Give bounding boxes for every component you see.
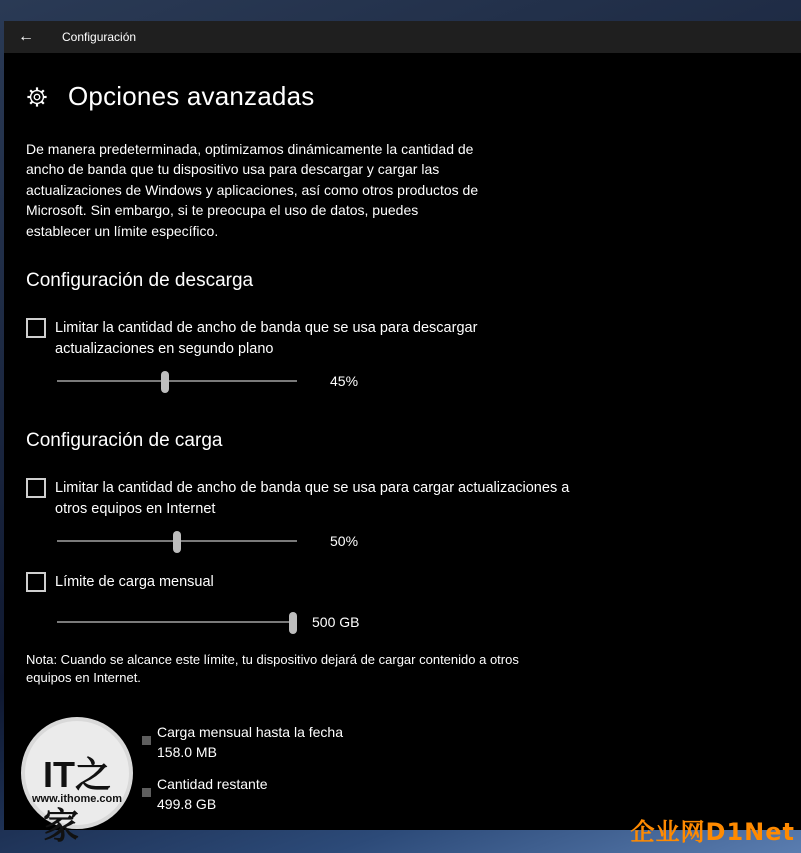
page-header (26, 81, 314, 112)
back-arrow-icon: ← (18, 28, 34, 45)
upload-limit-label[interactable]: Limitar la cantidad de ancho de banda que se usa para cargar actualizaciones a otros equipos en Internet (55, 480, 570, 517)
upload-section-title: Configuración de carga (26, 430, 223, 451)
uploaded-legend (142, 722, 343, 762)
upload-slider-value: 50% (330, 533, 359, 549)
uploaded-value: 158.0 MB (157, 744, 217, 760)
title-bar (4, 21, 801, 53)
page-title: Opciones avanzadas (68, 81, 315, 111)
settings-window (4, 21, 801, 830)
monthly-limit-value: 500 GB (312, 614, 360, 630)
upload-limit-checkbox[interactable] (26, 478, 46, 498)
ithome-watermark-logo: IT之家 www.ithome.com (21, 717, 133, 829)
intro-text: De manera predeterminada, optimizamos dinámicamente la cantidad de ancho de banda que tu dispositivo usa para descargar y cargar las actualizaciones de Windows y aplicaciones, así como otros productos de Microsoft. Sin embargo, si te preocupa el uso de datos, puedes establecer un límite específico. (26, 141, 479, 239)
window-title: Configuración (62, 30, 137, 44)
slider-track (57, 621, 293, 623)
d1net-watermark: 企业网D1Net (630, 818, 795, 846)
remaining-value: 499.8 GB (157, 796, 217, 812)
monthly-limit-checkbox[interactable] (26, 572, 46, 592)
remaining-swatch (142, 788, 151, 797)
upload-bandwidth-slider[interactable] (57, 531, 297, 551)
uploaded-label: Carga mensual hasta la fecha (157, 724, 343, 740)
slider-track (57, 380, 297, 382)
note-text: Nota: Cuando se alcance este límite, tu dispositivo dejará de cargar contenido a otros equipos en Internet. (26, 652, 519, 685)
back-button[interactable] (4, 21, 48, 53)
slider-thumb[interactable] (173, 531, 181, 553)
monthly-limit-slider[interactable] (57, 612, 293, 632)
download-limit-label[interactable]: Limitar la cantidad de ancho de banda que se usa para descargar actualizaciones en segundo plano (55, 320, 478, 357)
download-bandwidth-slider[interactable] (57, 371, 297, 391)
slider-thumb[interactable] (161, 371, 169, 393)
download-section-title: Configuración de descarga (26, 270, 254, 291)
gear-icon (26, 86, 48, 108)
download-slider-value: 45% (330, 373, 359, 389)
uploaded-swatch (142, 736, 151, 745)
upload-limit-row (26, 478, 569, 519)
slider-thumb[interactable] (289, 612, 297, 634)
download-limit-checkbox[interactable] (26, 318, 46, 338)
remaining-legend (142, 774, 268, 814)
download-limit-row (26, 318, 477, 359)
monthly-limit-label[interactable]: Límite de carga mensual (55, 574, 214, 590)
remaining-label: Cantidad restante (157, 776, 268, 792)
monthly-limit-row (26, 572, 214, 593)
